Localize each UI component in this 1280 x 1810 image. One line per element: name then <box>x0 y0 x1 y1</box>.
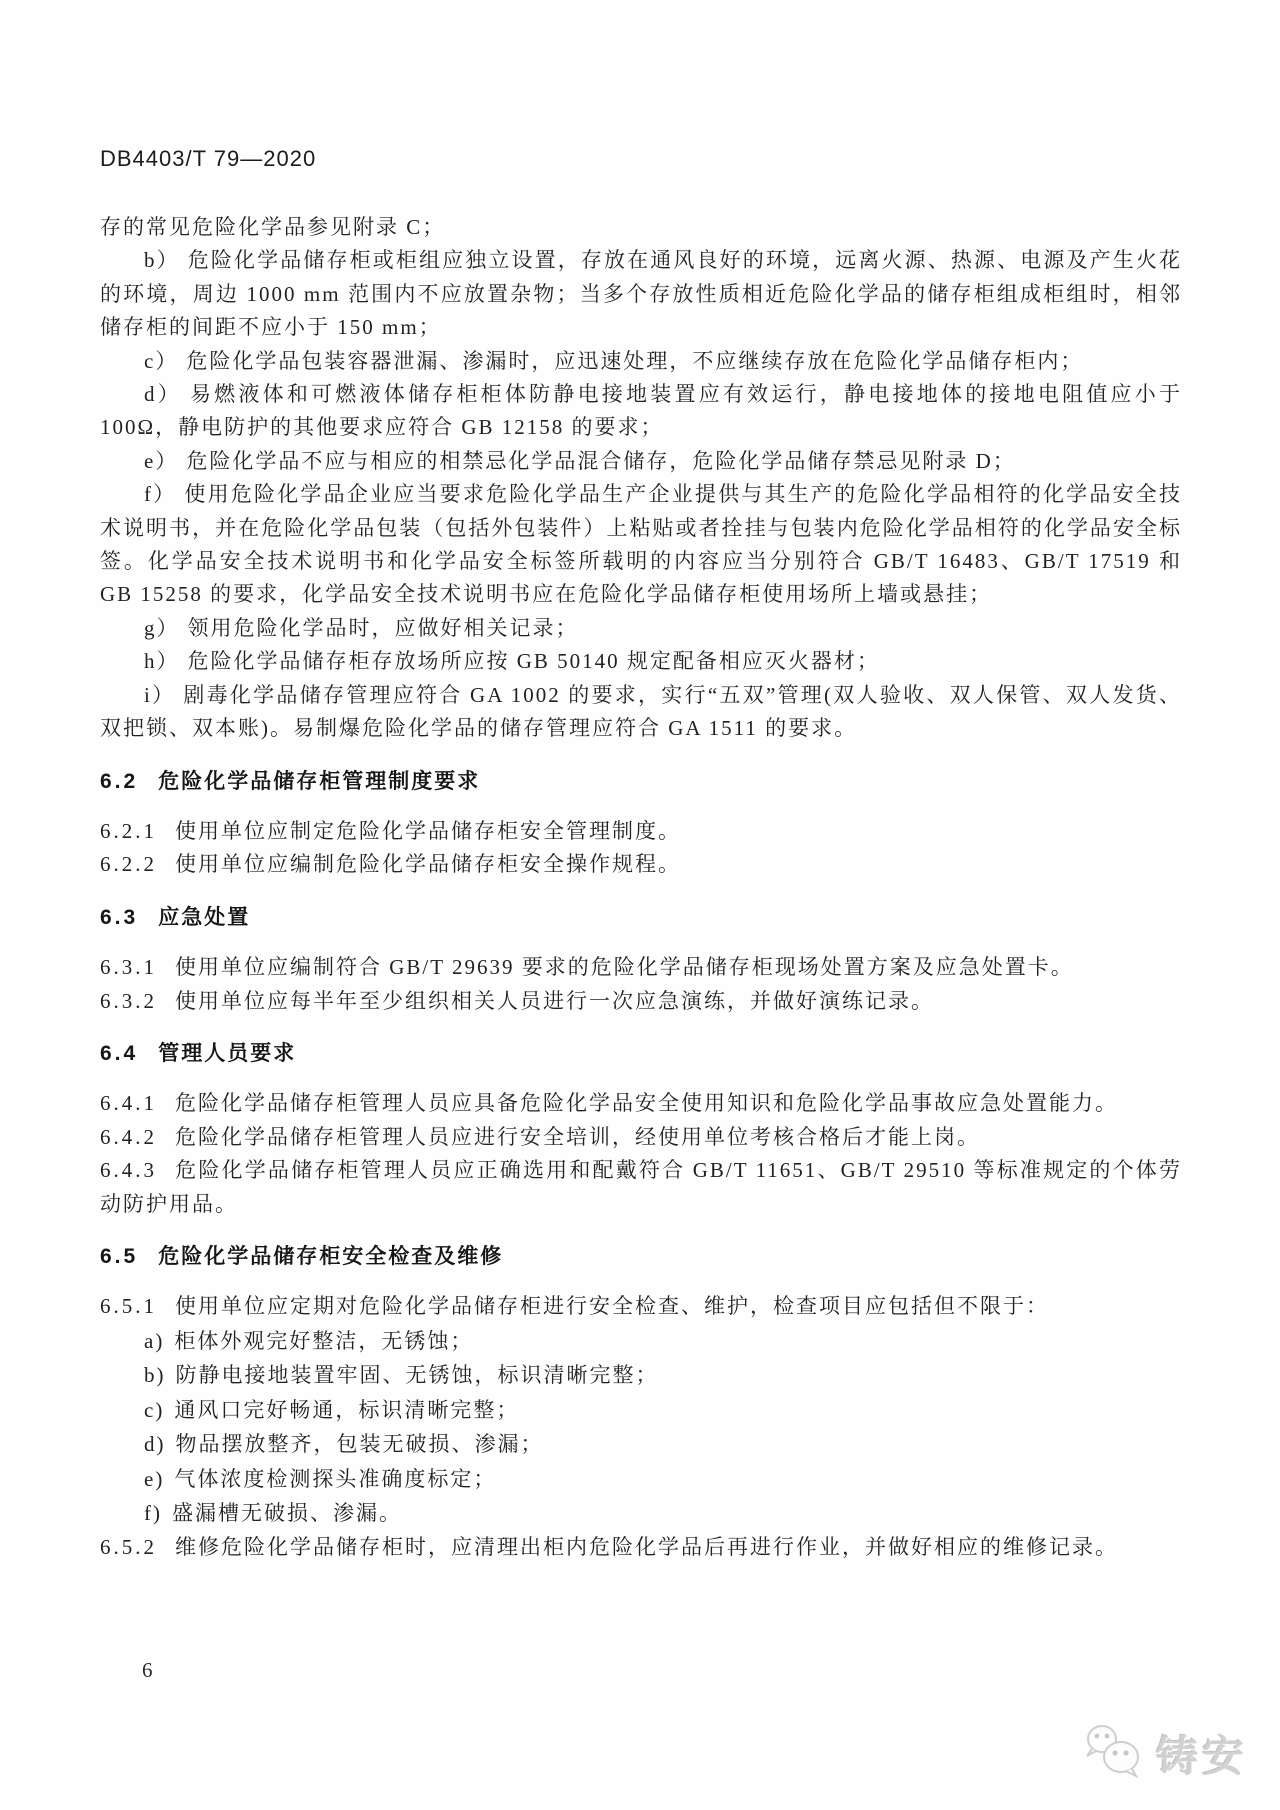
clause-item-e <box>100 445 1182 478</box>
clause-6-4-1 <box>100 1087 1182 1120</box>
clause-item-text: 危险化学品储存柜存放场所应按 GB 50140 规定配备相应灭火器材； <box>187 649 880 674</box>
clause-item-label: b） <box>144 248 180 273</box>
section-number: 6.4 <box>100 1041 139 1065</box>
clause-number: 6.5.2 <box>100 1534 157 1559</box>
clause-text: 使用单位应每半年至少组织相关人员进行一次应急演练，并做好演练记录。 <box>175 988 934 1013</box>
clause-item-text: 领用危险化学品时，应做好相关记录； <box>187 615 579 640</box>
watermark-label: 铸安 <box>1155 1732 1248 1780</box>
clause-item-label: i） <box>144 682 176 707</box>
clause-item-text: 危险化学品包装容器泄漏、渗漏时，应迅速处理，不应继续存放在危险化学品储存柜内； <box>186 348 1084 373</box>
section-title: 危险化学品储存柜管理制度要求 <box>158 769 481 793</box>
checklist-item-label: b) <box>144 1363 166 1388</box>
clause-text: 使用单位应编制危险化学品储存柜安全操作规程。 <box>175 852 681 877</box>
clause-item-c <box>100 345 1182 378</box>
document-body <box>100 211 1182 1564</box>
clause-item-text: 危险化学品不应与相应的相禁忌化学品混合储存，危险化学品储存禁忌见附录 D； <box>186 448 1016 473</box>
section-number: 6.3 <box>100 905 139 929</box>
clause-number: 6.4.2 <box>100 1124 157 1149</box>
checklist-item-label: a) <box>144 1328 165 1353</box>
checklist-item-label: d) <box>144 1432 166 1457</box>
checklist-item-text: 防静电接地装置牢固、无锈蚀，标识清晰完整； <box>175 1363 659 1388</box>
clause-number: 6.2.2 <box>100 852 157 877</box>
clause-6-5-1 <box>100 1290 1182 1323</box>
clause-item-f <box>100 478 1182 612</box>
checklist-item-a <box>100 1324 1182 1359</box>
section-title: 应急处置 <box>158 905 251 929</box>
checklist-item-text: 物品摆放整齐，包装无破损、渗漏； <box>175 1432 544 1457</box>
clause-item-text: 危险化学品储存柜或柜组应独立设置，存放在通风良好的环境，远离火源、热源、电源及产生火花的环境，周边 1000 mm 范围内不应放置杂物；当多个存放性质相近危险化学品的储存柜组成柜组时，相邻储存柜的间距不应小于 150 mm； <box>100 248 1182 340</box>
checklist-item-b <box>100 1358 1182 1393</box>
clause-item-label: d） <box>144 382 182 407</box>
clause-item-label: e） <box>144 448 179 473</box>
checklist-item-label: f) <box>144 1501 162 1526</box>
section-heading-6-2 <box>100 765 1182 798</box>
clause-item-label: h） <box>144 649 180 674</box>
clause-text: 危险化学品储存柜管理人员应具备危险化学品安全使用知识和危险化学品事故应急处置能力。 <box>175 1091 1118 1116</box>
clause-number: 6.4.3 <box>100 1158 157 1183</box>
clause-number: 6.3.1 <box>100 955 157 980</box>
section-heading-6-4 <box>100 1037 1182 1070</box>
section-heading-6-5 <box>100 1240 1182 1273</box>
clause-item-label: c） <box>144 348 179 373</box>
watermark <box>1080 1722 1248 1785</box>
chat-bubbles-logo-icon <box>1080 1722 1146 1785</box>
section-heading-6-3 <box>100 901 1182 934</box>
clause-6-2-1 <box>100 815 1182 848</box>
clause-text: 使用单位应制定危险化学品储存柜安全管理制度。 <box>175 818 681 843</box>
clause-item-label: f） <box>144 482 177 507</box>
clause-6-2-2 <box>100 848 1182 881</box>
checklist-item-f <box>100 1496 1182 1531</box>
clause-6-5-2 <box>100 1531 1182 1564</box>
clause-item-h <box>100 645 1182 678</box>
clause-text: 使用单位应编制符合 GB/T 29639 要求的危险化学品储存柜现场处置方案及应急处置卡。 <box>175 955 1074 980</box>
checklist-item-d <box>100 1427 1182 1462</box>
clause-item-text: 剧毒化学品储存管理应符合 GA 1002 的要求，实行“五双”管理(双人验收、双人保管、双人发货、双把锁、双本账)。易制爆危险化学品的储存管理应符合 GA 1511 的要求。 <box>100 682 1182 741</box>
clause-item-text: 易燃液体和可燃液体储存柜柜体防静电接地装置应有效运行，静电接地体的接地电阻值应小于 100Ω，静电防护的其他要求应符合 GB 12158 的要求； <box>100 382 1182 440</box>
clause-item-i <box>100 679 1182 746</box>
checklist-item-text: 盛漏槽无破损、渗漏。 <box>172 1501 402 1526</box>
section-title: 危险化学品储存柜安全检查及维修 <box>158 1244 504 1268</box>
document-code-header: DB4403/T 79—2020 <box>100 146 317 171</box>
clause-6-4-3 <box>100 1154 1182 1221</box>
clause-number: 6.5.1 <box>100 1294 157 1319</box>
checklist-item-e <box>100 1462 1182 1497</box>
clause-text: 危险化学品储存柜管理人员应进行安全培训，经使用单位考核合格后才能上岗。 <box>175 1124 980 1149</box>
clause-item-g <box>100 612 1182 645</box>
clause-number: 6.3.2 <box>100 988 157 1013</box>
checklist-item-c <box>100 1393 1182 1428</box>
clause-text: 危险化学品储存柜管理人员应正确选用和配戴符合 GB/T 11651、GB/T 29510 等标准规定的个体劳动防护用品。 <box>100 1158 1182 1216</box>
clause-item-label: g） <box>144 615 180 640</box>
clause-6-3-1 <box>100 951 1182 984</box>
clause-6-3-2 <box>100 985 1182 1018</box>
paragraph-continuation: 存的常见危险化学品参见附录 C； <box>100 215 446 239</box>
clause-text: 维修危险化学品储存柜时，应清理出柜内危险化学品后再进行作业，并做好相应的维修记录。 <box>175 1534 1118 1559</box>
clause-item-text: 使用危险化学品企业应当要求危险化学品生产企业提供与其生产的危险化学品相符的化学品安全技术说明书，并在危险化学品包装（包括外包装件）上粘贴或者拴挂与包装内危险化学品相符的化学品安全标签。化学品安全技术说明书和化学品安全标签所载明的内容应当分别符合 GB/T 16483、GB/T 17519 和 GB 15258 的要求，化学品安全技术说明书应在危险化学品储存柜使用场所上墙或悬挂； <box>100 482 1182 607</box>
section-number: 6.2 <box>100 769 139 793</box>
clause-item-b <box>100 244 1182 344</box>
section-number: 6.5 <box>100 1244 139 1268</box>
section-title: 管理人员要求 <box>158 1041 297 1065</box>
checklist-item-text: 气体浓度检测探头准确度标定； <box>174 1466 497 1491</box>
checklist-item-label: c) <box>144 1397 165 1422</box>
checklist-item-text: 柜体外观完好整洁，无锈蚀； <box>174 1328 474 1353</box>
clause-text: 使用单位应定期对危险化学品储存柜进行安全检查、维护，检查项目应包括但不限于： <box>175 1294 1049 1319</box>
clause-number: 6.4.1 <box>100 1091 157 1116</box>
checklist-item-label: e) <box>144 1466 165 1491</box>
clause-item-d <box>100 378 1182 445</box>
checklist-item-text: 通风口完好畅通，标识清晰完整； <box>174 1397 520 1422</box>
clause-6-4-2 <box>100 1121 1182 1154</box>
page-number: 6 <box>142 1658 153 1682</box>
clause-number: 6.2.1 <box>100 818 157 843</box>
